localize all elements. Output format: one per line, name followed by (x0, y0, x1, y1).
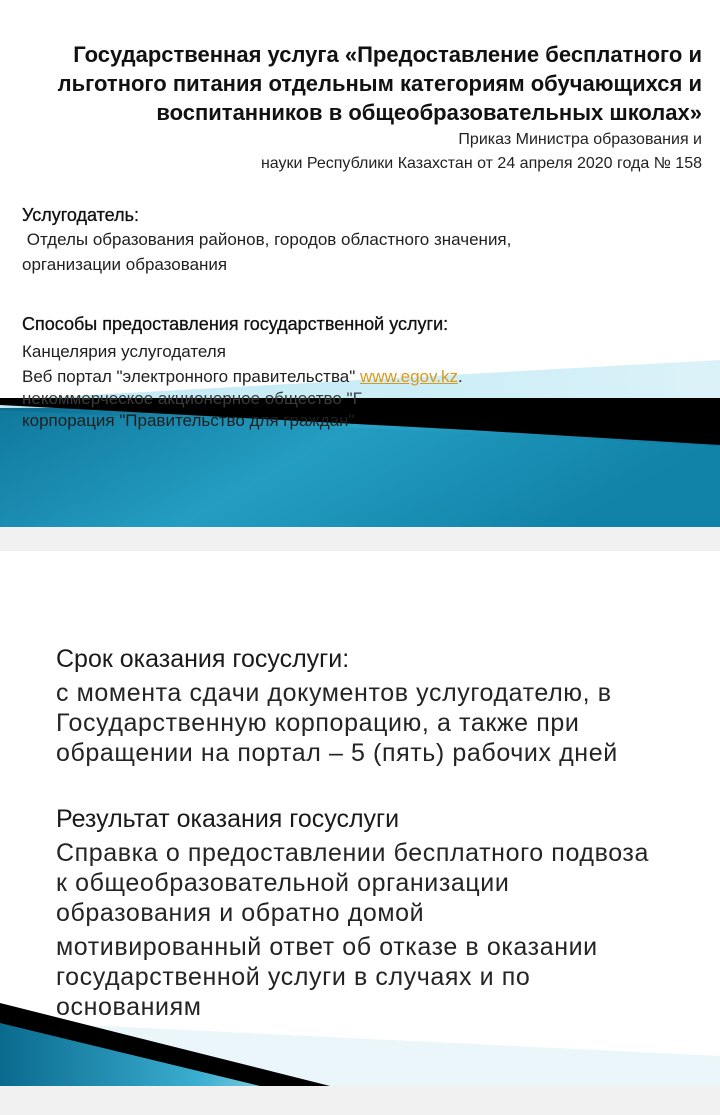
provider-heading: Услугодатель: (22, 205, 139, 225)
order-line-1: Приказ Министра образования и (458, 131, 702, 148)
result-line-5: государственной услуги в случаях и по (56, 963, 531, 991)
portal-text: Веб портал "электронного правительства" (22, 367, 361, 386)
result-heading: Результат оказания госуслуги (56, 805, 400, 833)
term-section (56, 643, 686, 768)
provider-section (22, 203, 662, 277)
methods-line-nao: некоммерческое акционерное общество "Г (22, 389, 362, 408)
result-line-4: мотивированный ответ об отказе в оказании (56, 933, 598, 961)
order-reference (162, 128, 702, 176)
page-title: Государственная услуга «Предоставление бесплатного и льготного питания отдельным категориям обучающихся и воспитанников в общеобразовательных школах» (57, 42, 702, 125)
term-line-1: с момента сдачи документов услугодателю, в (56, 679, 612, 707)
term-line-3: обращении на портал – 5 (пять) рабочих дней (56, 739, 618, 767)
order-line-2: науки Республики Казахстан от 24 апреля 2020 года № 158 (260, 155, 702, 172)
methods-heading: Способы предоставления государственной услуги: (22, 314, 449, 334)
slide-1 (0, 0, 720, 527)
term-line-2: Государственную корпорацию, а также при (56, 709, 580, 737)
methods-line-office: Канцелярия услугодателя (22, 342, 226, 361)
egov-link[interactable]: www.egov.kz (360, 367, 458, 386)
provider-line-1: Отделы образования районов, городов областного значения, (22, 230, 512, 249)
result-line-2: к общеобразовательной организации (56, 869, 510, 897)
provider-line-2: организации образования (22, 255, 228, 274)
term-heading: Срок оказания госуслуги: (56, 645, 350, 673)
result-line-1: Справка о предоставлении бесплатного подвоза (56, 839, 649, 867)
result-section (56, 803, 686, 1022)
portal-suffix: . (457, 367, 463, 386)
result-line-3: образования и обратно домой (56, 899, 425, 927)
slide-2 (0, 551, 720, 1086)
result-line-6: основаниям (56, 993, 202, 1021)
methods-section (22, 312, 662, 433)
methods-line-corporation: корпорация "Правительство для граждан" (22, 411, 355, 430)
